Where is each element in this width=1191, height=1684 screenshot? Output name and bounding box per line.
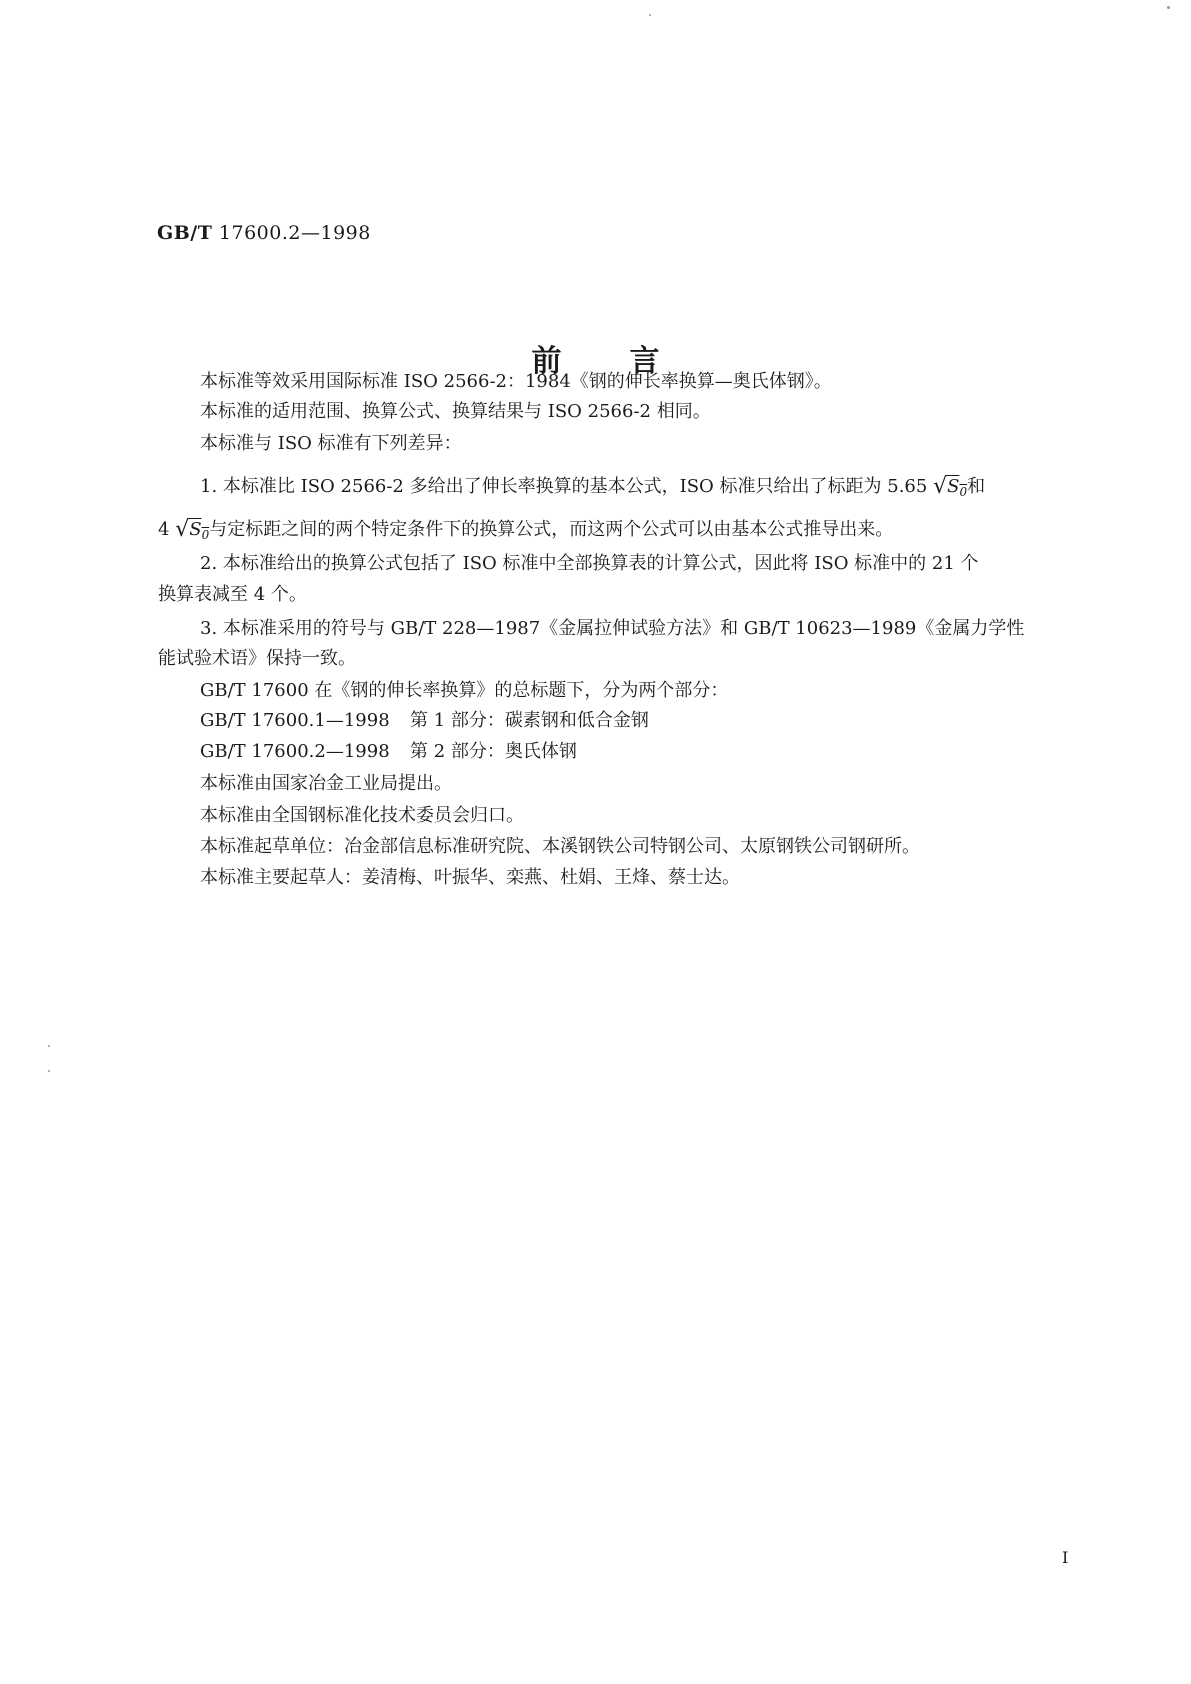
item-1-continuation: 与定标距之间的两个特定条件下的换算公式，而这两个公式可以由基本公式推导出来。: [209, 519, 894, 540]
part-entry-1: [200, 705, 649, 736]
difference-item-2-line-2: 换算表减至 4 个。: [158, 584, 307, 605]
page-number: I: [1062, 1548, 1069, 1567]
square-root-icon: √: [933, 474, 948, 499]
part-2-code: GB/T 17600.2—1998: [200, 741, 390, 762]
standard-number: 17600.2—1998: [218, 222, 371, 244]
item-1-text: 1. 本标准比 ISO 2566-2 多给出了伸长率换算的基本公式，ISO 标准只给出了标距为 5.65: [200, 476, 928, 497]
difference-item-1-line-1: [200, 470, 985, 504]
s0-symbol: $S_0$: [947, 476, 968, 499]
part-2-title: 第 2 部分：奥氏体钢: [410, 741, 577, 762]
proposer-statement: 本标准由国家冶金工业局提出。: [200, 773, 452, 794]
scan-speck: [1167, 6, 1170, 9]
committee-statement: 本标准由全国钢标准化技术委员会归口。: [200, 805, 524, 826]
difference-item-3-line-2: 能试验术语》保持一致。: [158, 648, 356, 669]
paragraph-adoption: 本标准等效采用国际标准 ISO 2566-2：1984《钢的伸长率换算—奥氏体钢》。: [200, 371, 832, 392]
scan-speck: [48, 1070, 50, 1072]
standard-prefix: GB/T: [157, 222, 213, 244]
series-intro: GB/T 17600 在《钢的伸长率换算》的总标题下，分为两个部分：: [200, 680, 729, 701]
item-1-coefficient: 4: [158, 519, 170, 540]
part-1-title: 第 1 部分：碳素钢和低合金钢: [410, 710, 649, 731]
paragraph-scope: 本标准的适用范围、换算公式、换算结果与 ISO 2566-2 相同。: [200, 401, 711, 422]
scan-speck: [649, 14, 651, 16]
standard-code-header: [157, 222, 371, 244]
scan-speck: [48, 1045, 50, 1047]
paragraph-differences-intro: 本标准与 ISO 标准有下列差异：: [200, 433, 462, 454]
drafters: 本标准主要起草人：姜清梅、叶振华、栾燕、杜娟、王烽、蔡士达。: [200, 867, 740, 888]
s0-symbol: $S_0$: [189, 519, 210, 542]
item-1-conjunction: 和: [967, 476, 986, 497]
part-1-code: GB/T 17600.1—1998: [200, 710, 390, 731]
difference-item-1-line-2: [158, 513, 893, 547]
part-entry-2: [200, 736, 577, 767]
difference-item-2-line-1: 2. 本标准给出的换算公式包括了 ISO 标准中全部换算表的计算公式，因此将 ISO 标准中的 21 个: [200, 553, 979, 574]
section-title: 前言: [531, 344, 728, 379]
difference-item-3-line-1: 3. 本标准采用的符号与 GB/T 228—1987《金属拉伸试验方法》和 GB/T 10623—1989《金属力学性: [200, 618, 1025, 639]
drafting-units: 本标准起草单位：冶金部信息标准研究院、本溪钢铁公司特钢公司、太原钢铁公司钢研所。: [200, 836, 920, 857]
square-root-icon: √: [175, 517, 190, 542]
